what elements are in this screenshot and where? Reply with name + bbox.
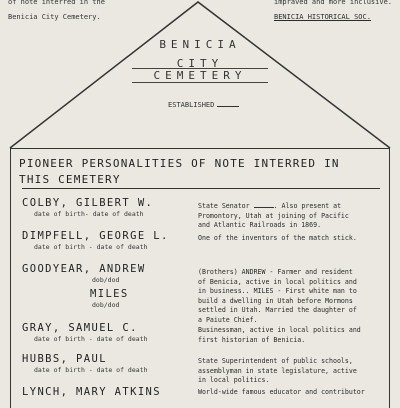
- title-line-benicia: BENICIA: [159, 38, 241, 51]
- established-blank: [217, 99, 239, 107]
- entry-note-lynch: [198, 388, 388, 398]
- entry-note-gray: [198, 326, 388, 345]
- title-line-cemetery: CEMETERY: [153, 69, 247, 82]
- entry-dates-gray: date of birth - date of death: [34, 335, 148, 343]
- lynch-note-line-1: World-wide famous educator and contributor: [198, 388, 365, 396]
- goodyear-note-line-6: a Paiute Chief.: [198, 315, 258, 324]
- entry-name-lynch: LYNCH, MARY ATKINS: [22, 386, 161, 398]
- entry-note-goodyear: [198, 268, 388, 325]
- colby-note-pre: State Senator: [198, 202, 250, 210]
- top-left-fragment: [8, 0, 105, 22]
- goodyear-note-line-5: settled in Utah. Married the daughter of: [198, 306, 357, 314]
- section-heading-line-1: PIONEER PERSONALITIES OF NOTE INTERRED IN: [19, 157, 340, 170]
- entry-name-dimpfell: DIMPFELL, GEORGE L.: [22, 230, 169, 242]
- society-name: BENICIA HISTORICAL SOC.: [274, 13, 371, 21]
- hubbs-note-line-2: assemblyman in state legislature, active: [198, 366, 357, 375]
- colby-note-post: . Also present at: [273, 202, 342, 210]
- entry-name-hubbs: HUBBS, PAUL: [22, 353, 107, 365]
- entry-name-colby: COLBY, GILBERT W.: [22, 197, 154, 209]
- goodyear-note-line-4: build a dwelling in Utah before Mormons: [198, 296, 353, 305]
- established-label: ESTABLISHED: [168, 101, 215, 109]
- entry-dates-dimpfell: date of birth - date of death: [34, 243, 148, 251]
- established-line: [168, 99, 239, 109]
- top-left-line-2: Benicia City Cemetery.: [8, 13, 101, 21]
- goodyear-note-line-2: of Benicia, active in local politics and: [198, 277, 357, 286]
- section-heading: [19, 156, 369, 188]
- title-line-city: CITY: [176, 57, 224, 70]
- entry-dates-colby: date of birth- date of death: [34, 210, 144, 218]
- gray-note-line-2: first historian of Benicia.: [198, 335, 306, 344]
- entry-name-goodyear-miles: MILES: [90, 288, 129, 300]
- entry-note-hubbs: [198, 357, 388, 386]
- heading-underline: [22, 188, 380, 189]
- entry-name-goodyear-andrew: GOODYEAR, ANDREW: [22, 263, 146, 275]
- entry-dates-hubbs: date of birth - date of death: [34, 366, 148, 374]
- gray-note-line-1: Businessman, active in local politics and: [198, 326, 361, 334]
- entry-note-colby: [198, 201, 388, 231]
- hubbs-note-line-1: State Superintendent of public schools,: [198, 357, 353, 365]
- goodyear-note-line-3: in business.. MILES - First white man to: [198, 287, 357, 295]
- title-rule-bottom: [132, 82, 268, 83]
- entry-name-gray: GRAY, SAMUEL C.: [22, 322, 138, 334]
- dimpfell-note-line-1: One of the inventors of the match stick.: [198, 234, 357, 242]
- entry-dates-goodyear-miles: dob/dod: [92, 301, 120, 309]
- colby-blank: [254, 201, 274, 208]
- colby-note-line-3: and Atlantic Railroads in 1869.: [198, 221, 322, 229]
- section-heading-line-2: THIS CEMETERY: [19, 173, 121, 186]
- top-right-fragment: [274, 0, 392, 22]
- entry-dates-goodyear-andrew: dob/dod: [92, 276, 120, 284]
- entry-note-dimpfell: [198, 234, 388, 244]
- top-left-line-1: of note interred in the: [8, 0, 105, 6]
- top-right-line-1: impraved and more inclusive.: [274, 0, 393, 6]
- hubbs-note-line-3: in local politics.: [198, 376, 270, 384]
- goodyear-note-line-1: (Brothers) ANDREW - Farmer and resident: [198, 268, 353, 276]
- colby-note-line-2: Promontory, Utah at joining of Pacific: [198, 211, 349, 220]
